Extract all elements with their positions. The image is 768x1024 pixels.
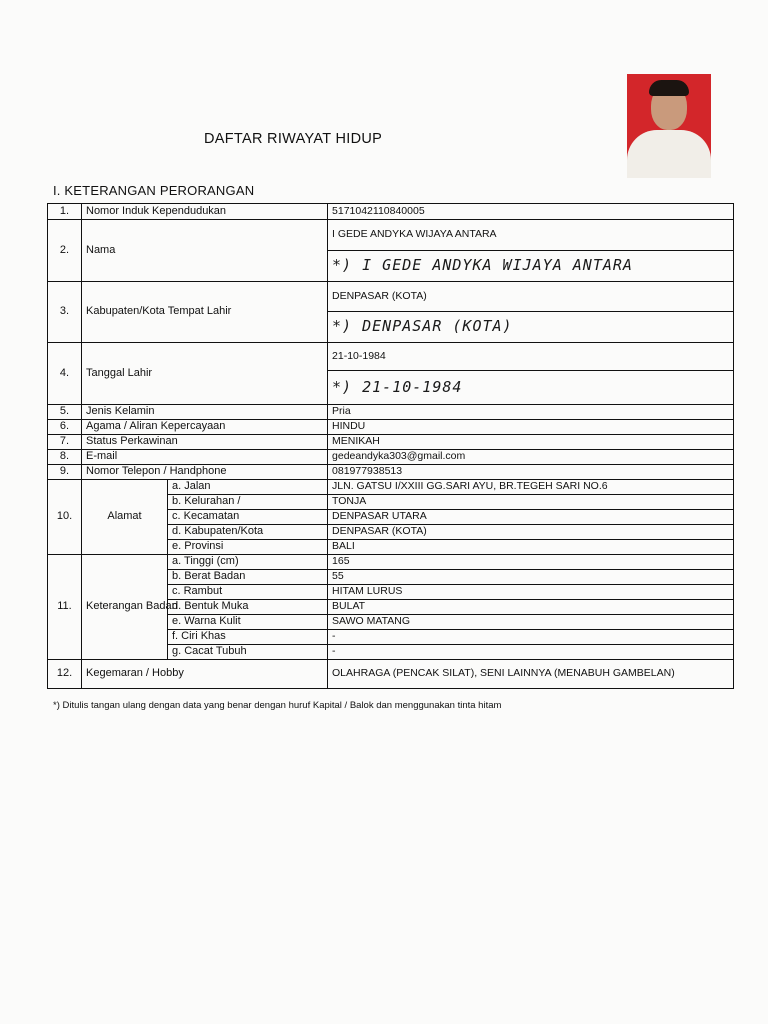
row-number: 3. (48, 282, 82, 343)
sub-label: b. Kelurahan / (168, 495, 328, 510)
table-row (48, 660, 734, 689)
table-row (48, 282, 734, 312)
table-row (48, 420, 734, 435)
photo-shirt (627, 130, 711, 178)
row-value: Pria (328, 405, 734, 420)
sub-value: 55 (328, 570, 734, 585)
sub-value: - (328, 630, 734, 645)
row-label: Kegemaran / Hobby (82, 660, 328, 689)
table-row (48, 405, 734, 420)
table-row (48, 343, 734, 371)
row-number: 2. (48, 220, 82, 282)
page-title: DAFTAR RIWAYAT HIDUP (204, 131, 383, 147)
sub-label: f. Ciri Khas (168, 630, 328, 645)
table-row (48, 435, 734, 450)
sub-value: SAWO MATANG (328, 615, 734, 630)
row-label: E-mail (82, 450, 328, 465)
sub-value: HITAM LURUS (328, 585, 734, 600)
sub-value: DENPASAR UTARA (328, 510, 734, 525)
table-row (48, 204, 734, 220)
photo-hair (649, 80, 689, 96)
row-label: Nomor Induk Kependudukan (82, 204, 328, 220)
sub-label: d. Bentuk Muka (168, 600, 328, 615)
section-heading: I. KETERANGAN PERORANGAN (53, 183, 255, 198)
row-value: DENPASAR (KOTA) (328, 282, 734, 312)
footnote: *) Ditulis tangan ulang dengan data yang benar dengan huruf Kapital / Balok dan menggunakan tinta hitam (53, 700, 502, 711)
sub-label: a. Tinggi (cm) (168, 555, 328, 570)
row-number: 10. (48, 480, 82, 555)
row-value: 21-10-1984 (328, 343, 734, 371)
row-number: 12. (48, 660, 82, 689)
row-number: 9. (48, 465, 82, 480)
profile-photo (627, 74, 711, 178)
sub-value: TONJA (328, 495, 734, 510)
row-number: 1. (48, 204, 82, 220)
sub-label: b. Berat Badan (168, 570, 328, 585)
handwritten-birthdate: *) 21-10-1984 (328, 371, 734, 405)
sub-label: e. Warna Kulit (168, 615, 328, 630)
row-number: 11. (48, 555, 82, 660)
sub-value: - (328, 645, 734, 660)
sub-label: e. Provinsi (168, 540, 328, 555)
sub-label: d. Kabupaten/Kota (168, 525, 328, 540)
table-row (48, 555, 734, 570)
sub-value: JLN. GATSU I/XXIII GG.SARI AYU, BR.TEGEH SARI NO.6 (328, 480, 734, 495)
handwritten-name: *) I GEDE ANDYKA WIJAYA ANTARA (328, 251, 734, 282)
table-row (48, 480, 734, 495)
row-label: Nama (82, 220, 328, 282)
row-label: Status Perkawinan (82, 435, 328, 450)
sub-label: c. Kecamatan (168, 510, 328, 525)
row-value: HINDU (328, 420, 734, 435)
table-row (48, 220, 734, 251)
row-value: OLAHRAGA (PENCAK SILAT), SENI LAINNYA (MENABUH GAMBELAN) (328, 660, 734, 689)
table-row (48, 465, 734, 480)
handwritten-birthplace: *) DENPASAR (KOTA) (328, 312, 734, 343)
sub-value: BALI (328, 540, 734, 555)
sub-value: BULAT (328, 600, 734, 615)
row-value: 081977938513 (328, 465, 734, 480)
row-label: Alamat (82, 480, 168, 555)
personal-data-table (47, 203, 734, 689)
row-label: Kabupaten/Kota Tempat Lahir (82, 282, 328, 343)
row-number: 7. (48, 435, 82, 450)
row-number: 6. (48, 420, 82, 435)
row-number: 8. (48, 450, 82, 465)
row-label: Agama / Aliran Kepercayaan (82, 420, 328, 435)
sub-value: 165 (328, 555, 734, 570)
table-row (48, 450, 734, 465)
row-number: 4. (48, 343, 82, 405)
row-value: MENIKAH (328, 435, 734, 450)
sub-label: c. Rambut (168, 585, 328, 600)
row-label: Keterangan Badan (82, 555, 168, 660)
row-value: I GEDE ANDYKA WIJAYA ANTARA (328, 220, 734, 251)
row-number: 5. (48, 405, 82, 420)
row-label: Tanggal Lahir (82, 343, 328, 405)
sub-label: a. Jalan (168, 480, 328, 495)
row-label: Jenis Kelamin (82, 405, 328, 420)
sub-value: DENPASAR (KOTA) (328, 525, 734, 540)
row-value: gedeandyka303@gmail.com (328, 450, 734, 465)
sub-label: g. Cacat Tubuh (168, 645, 328, 660)
row-value: 5171042110840005 (328, 204, 734, 220)
row-label: Nomor Telepon / Handphone (82, 465, 328, 480)
